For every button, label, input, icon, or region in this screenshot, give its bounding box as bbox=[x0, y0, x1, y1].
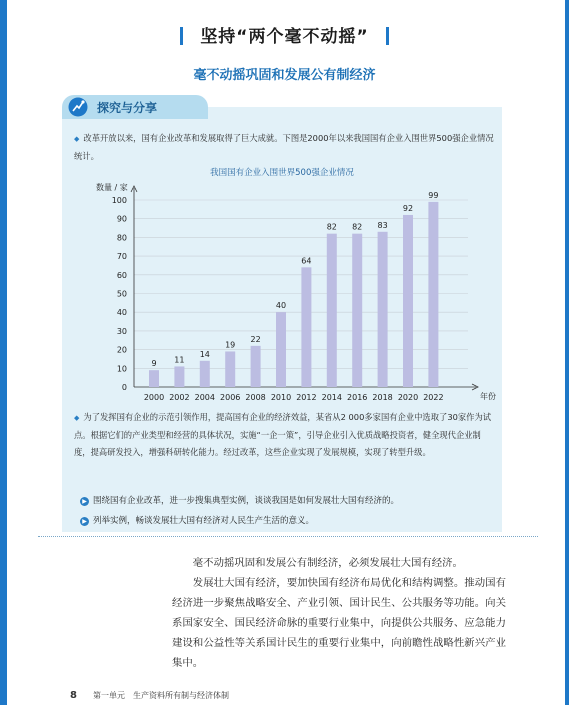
arrow-circle-icon: ▶ bbox=[80, 497, 89, 506]
y-tick-label: 20 bbox=[116, 345, 127, 355]
page-edge-left bbox=[0, 0, 7, 705]
page-edge-right bbox=[565, 0, 569, 705]
y-tick-label: 100 bbox=[111, 196, 127, 205]
title-bar-right bbox=[386, 27, 389, 45]
question-text: 围绕国有企业改革，进一步搜集典型实例，谈谈我国是如何发展壮大国有经济的。 bbox=[93, 496, 400, 506]
explore-share-label: 探究与分享 bbox=[97, 101, 158, 115]
y-tick-label: 10 bbox=[116, 364, 127, 374]
x-tick-label: 2004 bbox=[194, 393, 215, 402]
x-tick-label: 2018 bbox=[372, 393, 393, 402]
body-paragraph: 毫不动摇巩固和发展公有制经济，必须发展壮大国有经济。 bbox=[192, 557, 463, 569]
x-tick-label: 2012 bbox=[296, 393, 317, 402]
bar-value-label: 40 bbox=[275, 301, 287, 311]
body-paragraph: 发展壮大国有经济，要加快国有经济布局优化和结构调整。推动国有经济进一步聚焦战略安全、产业引领、国计民生、公共服务等功能。向关系国家安全、国民经济命脉的重要行业集中，向提供公共服务、应急能力建设和公益性等关系国计民生的重要行业集中，向前瞻性战略性新兴产业集中。 bbox=[172, 577, 506, 669]
bar bbox=[276, 312, 286, 387]
x-tick-label: 2022 bbox=[423, 393, 444, 402]
y-tick-label: 80 bbox=[116, 233, 127, 243]
y-tick-label: 70 bbox=[116, 252, 127, 262]
y-tick-label: 0 bbox=[121, 383, 127, 392]
x-axis-label: 年份 bbox=[480, 392, 496, 401]
body-text bbox=[172, 553, 506, 673]
bar bbox=[225, 351, 235, 387]
bar-value-label: 14 bbox=[199, 349, 210, 359]
bar bbox=[352, 234, 362, 387]
x-tick-label: 2006 bbox=[220, 393, 241, 402]
bar-chart bbox=[62, 172, 502, 407]
chart-title: 我国国有企业入围世界500强企业情况 bbox=[210, 168, 354, 178]
page-footer bbox=[70, 690, 229, 701]
bar-value-label: 11 bbox=[174, 355, 185, 365]
arrow-circle-icon: ▶ bbox=[80, 517, 89, 526]
intro-text: 改革开放以来，国有企业改革和发展取得了巨大成就。下图是2000年以来我国国有企业入围世界500强企业情况统计。 bbox=[74, 133, 494, 161]
y-axis-label: 数量 / 家 bbox=[96, 183, 128, 192]
diamond-bullet-icon: ◆ bbox=[74, 135, 80, 143]
y-tick-label: 40 bbox=[116, 308, 127, 318]
x-tick-label: 2002 bbox=[169, 393, 190, 402]
section-subtitle: 毫不动摇巩固和发展公有制经济 bbox=[193, 68, 376, 83]
bar bbox=[174, 366, 184, 387]
y-tick-label: 50 bbox=[116, 289, 127, 299]
x-tick-label: 2008 bbox=[245, 393, 266, 402]
bar-value-label: 19 bbox=[225, 340, 236, 350]
question-text: 列举实例，畅谈发展壮大国有经济对人民生产生活的意义。 bbox=[93, 516, 315, 526]
bar-value-label: 82 bbox=[326, 222, 337, 232]
y-tick-label: 90 bbox=[116, 214, 127, 224]
case-paragraph bbox=[74, 409, 494, 461]
case-text: 为了发挥国有企业的示范引领作用，提高国有企业的经济效益，某省从2 000多家国有企业中选取了30家作为试点。根据它们的产业类型和经营的具体状况，实施“一企一策”，引导企业引入优质战略投资者，健全现代企业制度，提高研发投入，增强科研转化能力。经过改革，这些企业实现了发展规模，实现了转型升级。 bbox=[74, 412, 492, 457]
page-number: 8 bbox=[70, 690, 77, 701]
page-title-area bbox=[0, 22, 569, 47]
title-bar-left bbox=[180, 27, 183, 45]
intro-paragraph bbox=[74, 130, 494, 165]
x-tick-label: 2000 bbox=[143, 393, 165, 402]
x-tick-label: 2016 bbox=[347, 393, 368, 402]
bar-value-label: 92 bbox=[402, 203, 414, 213]
dotted-divider bbox=[38, 536, 538, 537]
question-item bbox=[80, 494, 399, 506]
bar-value-label: 99 bbox=[428, 190, 439, 200]
bar-value-label: 22 bbox=[250, 334, 261, 344]
bar-value-label: 82 bbox=[352, 222, 363, 232]
bar bbox=[428, 202, 438, 387]
question-item bbox=[80, 514, 314, 526]
x-tick-label: 2020 bbox=[397, 393, 419, 402]
bar bbox=[301, 267, 311, 387]
y-tick-label: 60 bbox=[116, 270, 127, 280]
bar bbox=[327, 234, 337, 387]
page-title: 坚持“两个毫不动摇” bbox=[200, 27, 369, 47]
x-tick-label: 2014 bbox=[321, 393, 342, 402]
bar bbox=[403, 215, 413, 387]
bar bbox=[149, 370, 159, 387]
bar bbox=[251, 346, 261, 387]
footer-text: 第一单元 生产资料所有制与经济体制 bbox=[92, 691, 229, 700]
diamond-bullet-icon: ◆ bbox=[74, 414, 80, 422]
x-tick-label: 2010 bbox=[270, 393, 292, 402]
y-tick-label: 30 bbox=[116, 326, 127, 336]
bar bbox=[200, 361, 210, 387]
bar bbox=[378, 232, 388, 387]
bar-value-label: 64 bbox=[301, 256, 312, 266]
bar-value-label: 83 bbox=[377, 220, 388, 230]
bar-value-label: 9 bbox=[151, 359, 157, 369]
explore-icon bbox=[68, 97, 88, 117]
